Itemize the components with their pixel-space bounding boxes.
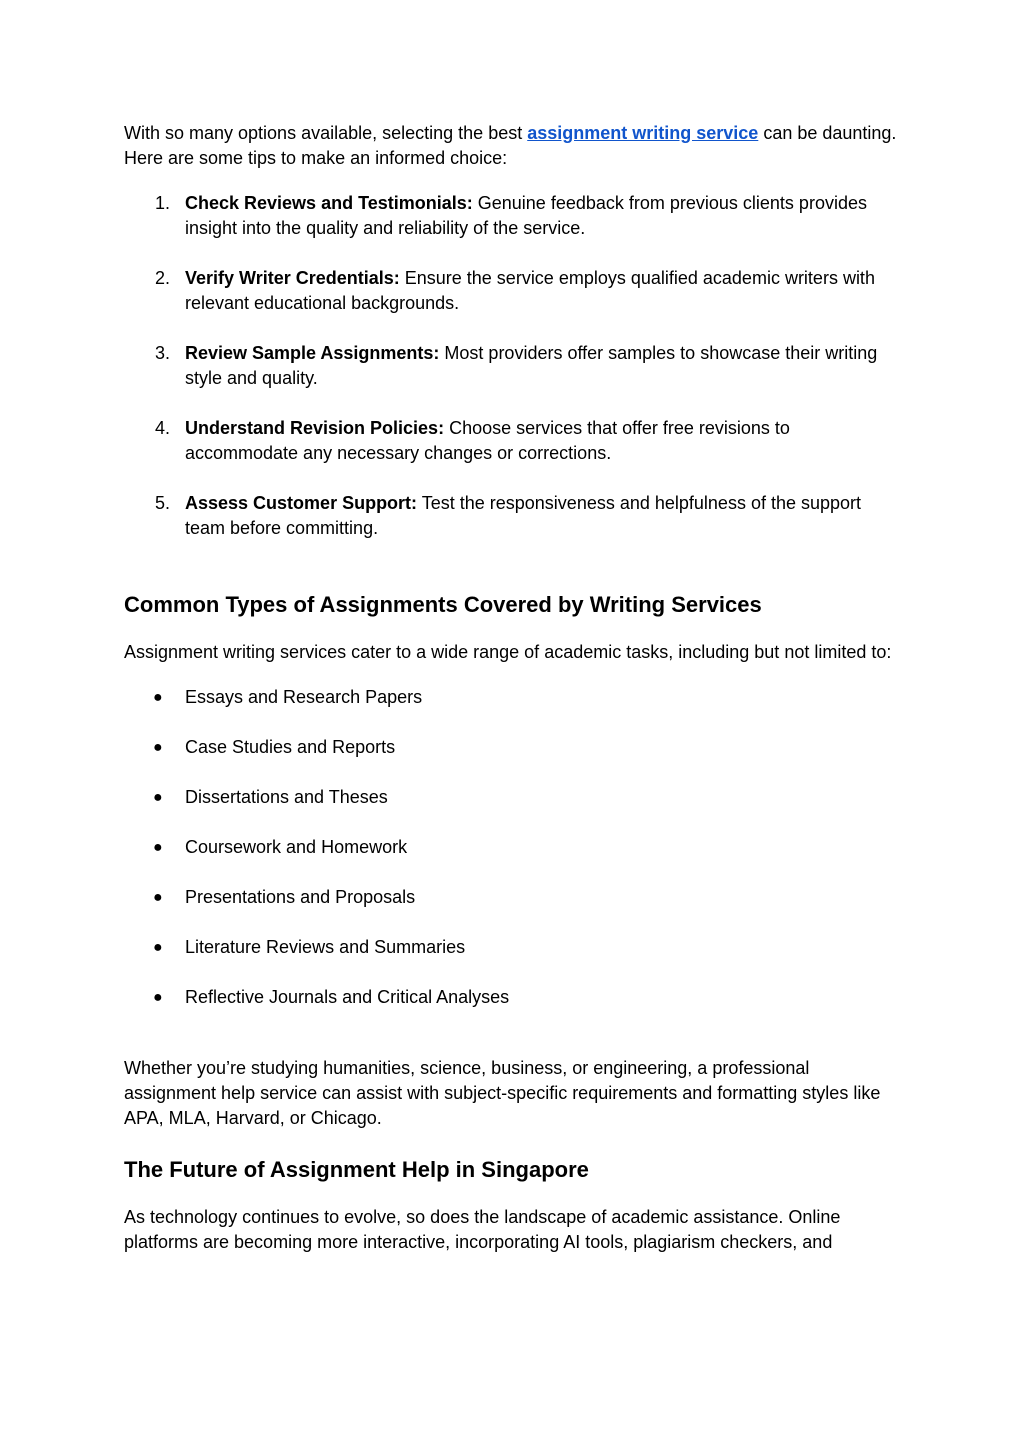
list-item (124, 735, 904, 760)
tip-title: Assess Customer Support: (185, 493, 418, 513)
tip-text: Ensure the service employs qualified academic writers with relevant educational backgrounds. (185, 268, 875, 313)
bullet-icon: ● (153, 739, 163, 756)
intro-text-before-link: With so many options available, selecting the best (124, 123, 528, 143)
list-item (124, 885, 904, 910)
tips-list (124, 191, 904, 541)
list-item-text: Reflective Journals and Critical Analyses (185, 987, 510, 1007)
assignment-types-heading: Common Types of Assignments Covered by Writing Services (124, 592, 762, 617)
tip-text: Choose services that offer free revisions to accommodate any necessary changes or corrections. (185, 418, 790, 463)
assignment-writing-service-link[interactable]: assignment writing service (527, 123, 759, 143)
tip-number: 4. (155, 418, 171, 438)
tip-number: 3. (155, 343, 171, 363)
list-item-text: Literature Reviews and Summaries (185, 937, 466, 957)
tip-text: Test the responsiveness and helpfulness of the support team before committing. (185, 493, 862, 538)
tip-item (124, 416, 904, 466)
tip-title: Review Sample Assignments: (185, 343, 440, 363)
document-page (124, 121, 904, 1255)
tip-item (124, 341, 904, 391)
bullet-icon: ● (153, 789, 163, 806)
tip-text: Most providers offer samples to showcase their writing style and quality. (185, 343, 878, 388)
bullet-icon: ● (153, 689, 163, 706)
subjects-paragraph: Whether you’re studying humanities, science, business, or engineering, a professional assignment help service can assist with subject-specific requirements and formatting styles like APA, MLA, Harvard, or Chicago. (124, 1058, 881, 1128)
bullet-icon: ● (153, 939, 163, 956)
list-item (124, 935, 904, 960)
tip-item (124, 266, 904, 316)
list-item-text: Coursework and Homework (185, 837, 408, 857)
list-item-text: Presentations and Proposals (185, 887, 416, 907)
list-item-text: Essays and Research Papers (185, 687, 423, 707)
tip-number: 2. (155, 268, 171, 288)
tip-number: 5. (155, 493, 171, 513)
list-item (124, 835, 904, 860)
tip-item (124, 191, 904, 241)
tip-item (124, 491, 904, 541)
bullet-icon: ● (153, 889, 163, 906)
intro-paragraph (124, 121, 904, 171)
assignment-types-list (124, 685, 904, 1010)
future-heading: The Future of Assignment Help in Singapore (124, 1157, 589, 1182)
list-item (124, 685, 904, 710)
tip-title: Understand Revision Policies: (185, 418, 445, 438)
assignment-types-intro: Assignment writing services cater to a wide range of academic tasks, including but not limited to: (124, 642, 892, 662)
list-item-text: Case Studies and Reports (185, 737, 396, 757)
bullet-icon: ● (153, 839, 163, 856)
list-item (124, 985, 904, 1010)
list-item-text: Dissertations and Theses (185, 787, 388, 807)
bullet-icon: ● (153, 989, 163, 1006)
tip-number: 1. (155, 193, 171, 213)
tip-title: Check Reviews and Testimonials: (185, 193, 473, 213)
tip-title: Verify Writer Credentials: (185, 268, 400, 288)
tip-text: Genuine feedback from previous clients provides insight into the quality and reliability of the service. (185, 193, 867, 238)
list-item (124, 785, 904, 810)
future-paragraph: As technology continues to evolve, so does the landscape of academic assistance. Online platforms are becoming more interactive, incorporating AI tools, plagiarism checkers, and (124, 1207, 841, 1252)
intro-text-after-link: can be daunting. Here are some tips to make an informed choice: (124, 123, 897, 168)
